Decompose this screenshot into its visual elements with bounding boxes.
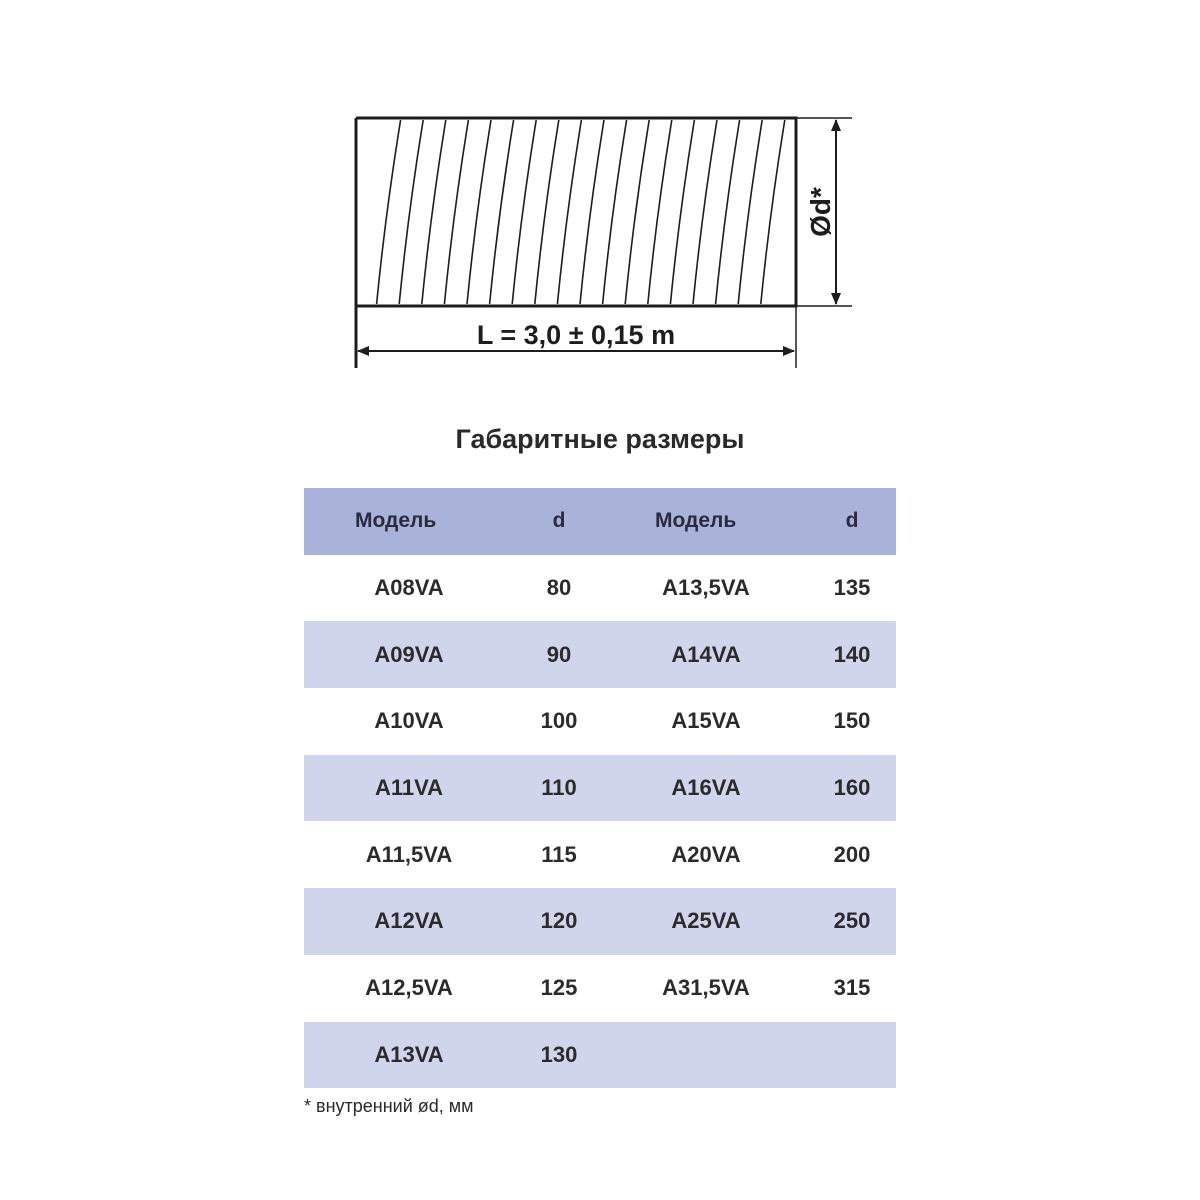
section-title: Габаритные размеры bbox=[455, 424, 745, 454]
header-model-1: Модель bbox=[355, 509, 437, 533]
header-model-2: Модель bbox=[655, 509, 737, 533]
diameter-dimension bbox=[796, 118, 852, 306]
spiral-line bbox=[467, 120, 491, 304]
model-cell: A11,5VA bbox=[365, 841, 453, 867]
spiral-lines bbox=[377, 120, 785, 304]
spiral-line bbox=[490, 120, 514, 304]
model-cell: A12VA bbox=[374, 908, 444, 934]
length-label: L = 3,0 ± 0,15 m bbox=[476, 320, 676, 350]
length-dimension bbox=[358, 320, 794, 351]
spiral-line bbox=[377, 120, 401, 304]
header-d-1: d bbox=[552, 509, 566, 533]
diameter-cell: 115 bbox=[541, 841, 577, 867]
model-cell: A08VA bbox=[374, 575, 444, 601]
spiral-line bbox=[535, 120, 559, 304]
diameter-cell: 110 bbox=[541, 775, 577, 801]
diameter-cell: 100 bbox=[540, 708, 578, 734]
spiral-line bbox=[716, 120, 740, 304]
diameter-cell: 80 bbox=[546, 575, 572, 601]
spiral-line bbox=[444, 120, 468, 304]
model-cell: A11VA bbox=[374, 775, 444, 801]
spiral-line bbox=[603, 120, 627, 304]
spiral-line bbox=[512, 120, 536, 304]
table-row bbox=[304, 755, 896, 822]
spiral-line bbox=[738, 120, 762, 304]
diameter-cell: 140 bbox=[833, 641, 871, 667]
spiral-line bbox=[648, 120, 672, 304]
spiral-line bbox=[670, 120, 694, 304]
table-header-row bbox=[304, 488, 896, 555]
diameter-cell: 120 bbox=[540, 908, 578, 934]
table-row bbox=[304, 688, 896, 755]
diameter-cell: 135 bbox=[833, 575, 871, 601]
model-cell: A10VA bbox=[374, 708, 444, 734]
model-cell: A13VA bbox=[374, 1041, 444, 1067]
diameter-cell: 125 bbox=[540, 975, 578, 1001]
model-cell: A20VA bbox=[671, 841, 741, 867]
diameter-cell: 130 bbox=[540, 1041, 578, 1067]
diameter-cell bbox=[808, 1022, 896, 1089]
spiral-line bbox=[557, 120, 581, 304]
model-cell: A13,5VA bbox=[662, 575, 750, 601]
diameter-cell: 315 bbox=[833, 975, 871, 1001]
dimensions-table bbox=[304, 488, 896, 1088]
model-cell: A09VA bbox=[374, 641, 444, 667]
model-cell: A15VA bbox=[671, 708, 741, 734]
spiral-line bbox=[399, 120, 423, 304]
table-row bbox=[304, 888, 896, 955]
diameter-cell: 150 bbox=[833, 708, 871, 734]
spiral-line bbox=[761, 120, 785, 304]
model-cell: A16VA bbox=[671, 775, 741, 801]
diameter-cell: 90 bbox=[546, 641, 572, 667]
model-cell bbox=[604, 1022, 808, 1089]
footnote: * внутренний ød, мм bbox=[304, 1096, 474, 1116]
diameter-label: Ød* bbox=[805, 187, 836, 237]
table-row bbox=[304, 821, 896, 888]
duct-diagram bbox=[0, 0, 1200, 400]
table-row bbox=[304, 621, 896, 688]
model-cell: A25VA bbox=[671, 908, 741, 934]
spiral-line bbox=[693, 120, 717, 304]
diameter-cell: 200 bbox=[833, 841, 871, 867]
spiral-line bbox=[422, 120, 446, 304]
header-d-2: d bbox=[845, 509, 859, 533]
spiral-line bbox=[625, 120, 649, 304]
spiral-line bbox=[580, 120, 604, 304]
diameter-cell: 160 bbox=[833, 775, 871, 801]
model-cell: A14VA bbox=[671, 641, 741, 667]
table-row bbox=[304, 555, 896, 622]
model-cell: A31,5VA bbox=[662, 975, 750, 1001]
model-cell: A12,5VA bbox=[365, 975, 453, 1001]
table-row bbox=[304, 1022, 896, 1089]
table-row bbox=[304, 955, 896, 1022]
diameter-cell: 250 bbox=[833, 908, 871, 934]
